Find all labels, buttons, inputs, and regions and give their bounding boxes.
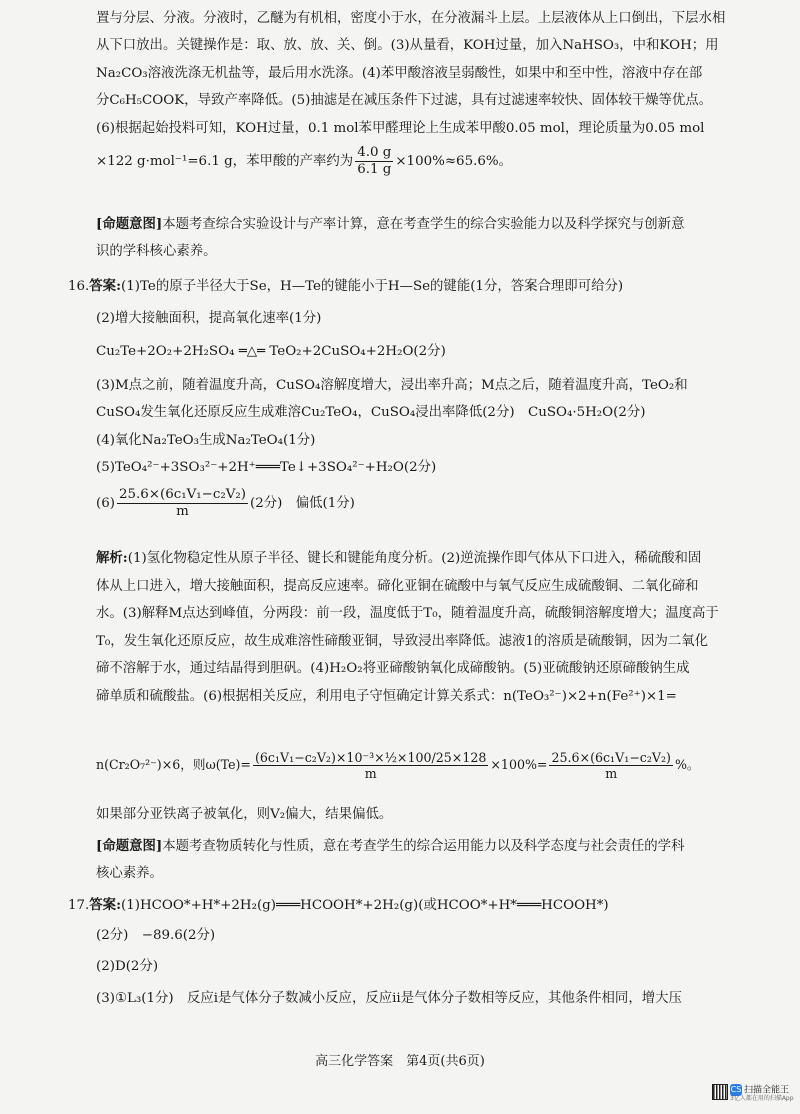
brand-tagline: 3亿人都在用的扫描App xyxy=(730,1095,794,1103)
denominator: m xyxy=(605,766,618,782)
text-line: (4)氧化Na₂TeO₃生成Na₂TeO₄(1分) xyxy=(96,432,316,448)
text-span: ×122 g·mol⁻¹=6.1 g，苯甲酸的产率约为 xyxy=(96,154,354,170)
analysis-label: 解析: xyxy=(96,550,128,566)
fraction xyxy=(355,145,393,178)
denominator: m xyxy=(176,503,189,519)
text-span: (1)Te的原子半径大于Se，H—Te的键能小于H—Se的键能(1分，答案合理即可给分) xyxy=(121,279,624,294)
numerator: 4.0 g xyxy=(355,145,393,162)
text-line xyxy=(96,214,746,235)
text-line: 核心素养。 xyxy=(96,866,163,882)
page-footer: 高三化学答案 第4页(共6页) xyxy=(315,1054,485,1069)
q16-conclusion xyxy=(96,804,746,825)
text-span: (2分) 偏低(1分) xyxy=(250,495,355,511)
text-line: CuSO₄发生氧化还原反应生成难溶Cu₂TeO₄，CuSO₄浸出率降低(2分) CuSO₄·5H₂O(2分) xyxy=(96,405,646,421)
fraction xyxy=(253,750,488,781)
q16-analysis xyxy=(96,576,746,707)
formula-line xyxy=(96,750,746,781)
yield-calc-line xyxy=(96,145,746,178)
fraction xyxy=(549,750,672,781)
text-span: ×100%≈65.6%。 xyxy=(395,154,512,170)
numerator: 25.6×(6c₁V₁−c₂V₂) xyxy=(551,750,671,765)
q17-answers xyxy=(96,925,746,1009)
text-line: (2)增大接触面积，提高氧化速率(1分) xyxy=(96,311,322,326)
brand-name: 扫描全能王 xyxy=(744,1085,790,1096)
intent-label: [命题意图] xyxy=(96,838,163,854)
text-span: 本题考查综合实验设计与产率计算，意在考查学生的综合实验能力以及科学探究与创新意 xyxy=(162,217,685,232)
q16-intent xyxy=(96,836,746,885)
text-span: (1)氢化物稳定性从原子半径、键长和键能角度分析。(2)逆流操作即气体从下口进入，稀硫酸和固 xyxy=(127,551,702,566)
text-span: (1)HCOO*+H*+2H₂(g)═══HCOOH*+2H₂(g)(或HCOO*+H*═══HCOOH*) xyxy=(121,898,609,913)
text-line: 水。(3)解释M点达到峰值，分两段：前一段，温度低于T₀，随着温度升高，硫酸铜溶解度增大；温度高于 xyxy=(96,606,719,622)
denominator: 6.1 g xyxy=(357,162,392,178)
text-line: 碲单质和硫酸盐。(6)根据相关反应，利用电子守恒确定计算关系式：n(TeO₃²⁻)×2+n(Fe²⁺)×1= xyxy=(96,688,677,704)
text-line: 置与分层、分液。分液时，乙醚为有机相，密度小于水，在分液漏斗上层。上层液体从上口倒出，下层水相 xyxy=(96,11,726,26)
text-line: 如果部分亚铁离子被氧化，则V₂偏大，结果偏低。 xyxy=(96,807,393,822)
text-span: %。 xyxy=(674,757,700,773)
text-line: (2)D(2分) xyxy=(96,959,159,975)
cs-logo-icon: CS xyxy=(730,1085,742,1094)
text-line xyxy=(96,836,746,857)
answer-label: 答案: xyxy=(89,897,122,913)
answer-label: 答案: xyxy=(89,278,122,294)
text-span: ×100%= xyxy=(490,757,548,773)
text-line: 体从上口进入，增大接触面积，提高反应速率。碲化亚铜在硫酸中与氧气反应生成硫酸铜、二氧化碲和 xyxy=(96,579,699,594)
q16-omega-formula xyxy=(96,750,746,781)
text-span: n(Cr₂O₇²⁻)×6，则ω(Te)= xyxy=(96,757,251,773)
text-line: Na₂CO₃溶液洗涤无机盐等，最后用水洗涤。(4)苯甲酸溶液呈弱酸性，如果中和至中性，溶液中存在部 xyxy=(96,65,703,81)
scanner-brand xyxy=(730,1084,794,1103)
text-line: 分C₆H₅COOK，导致产率降低。(5)抽滤是在减压条件下过滤，具有过滤速率较快、固体较干燥等优点。 xyxy=(96,93,713,109)
text-line: T₀，发生氧化还原反应，故生成难溶性碲酸亚铜，导致浸出率降低。滤液1的溶质是硫酸铜，因为二氧化 xyxy=(96,633,709,649)
equation-line: (5)TeO₄²⁻+3SO₃²⁻+2H⁺═══Te↓+3SO₄²⁻+H₂O(2分) xyxy=(96,460,437,476)
q17-header xyxy=(68,895,609,916)
text-line: 识的学科核心素养。 xyxy=(96,244,217,260)
text-line: (6)根据起始投料可知，KOH过量，0.1 mol苯甲醛理论上生成苯甲酸0.05 mol，理论质量为0.05 mol xyxy=(96,120,705,136)
q15-analysis-continued xyxy=(96,8,746,178)
q15-intent xyxy=(96,214,746,263)
text-span: 本题考查物质转化与性质，意在考查学生的综合运用能力以及科学态度与社会责任的学科 xyxy=(162,839,685,854)
equation-line: Cu₂Te+2O₂+2H₂SO₄ ═△═ TeO₂+2CuSO₄+2H₂O(2分) xyxy=(96,344,446,360)
q16-analysis-first xyxy=(96,548,701,569)
numerator: (6c₁V₁−c₂V₂)×10⁻³×½×100/25×128 xyxy=(255,750,487,765)
text-line: (3)①L₃(1分) 反应i是气体分子数减小反应，反应ii是气体分子数相等反应，其他条件相同，增大压 xyxy=(96,990,682,1006)
text-span: (6) xyxy=(96,495,115,511)
text-line: (3)M点之前，随着温度升高，CuSO₄溶解度增大，浸出率升高；M点之后，随着温度升高，TeO₂和 xyxy=(96,377,688,393)
qr-code-icon xyxy=(712,1084,728,1100)
fraction xyxy=(117,487,248,520)
numerator: 25.6×(6c₁V₁−c₂V₂) xyxy=(117,487,248,504)
denominator: m xyxy=(364,766,377,782)
text-line: 碲不溶解于水，通过结晶得到胆矾。(4)H₂O₂将亚碲酸钠氧化成碲酸钠。(5)亚硫酸钠还原碲酸钠生成 xyxy=(96,661,690,677)
text-line: 从下口放出。关键操作是：取、放、放、关、倒。(3)从量看，KOH过量，加入NaHSO₃，中和KOH；用 xyxy=(96,38,719,54)
formula-line xyxy=(96,487,746,520)
question-number: 16. xyxy=(68,279,90,294)
question-number: 17. xyxy=(68,898,90,913)
intent-label: [命题意图] xyxy=(96,216,163,232)
q16-answers xyxy=(96,308,746,520)
text-line: (2分) −89.6(2分) xyxy=(96,928,216,943)
q16-header xyxy=(68,276,623,297)
